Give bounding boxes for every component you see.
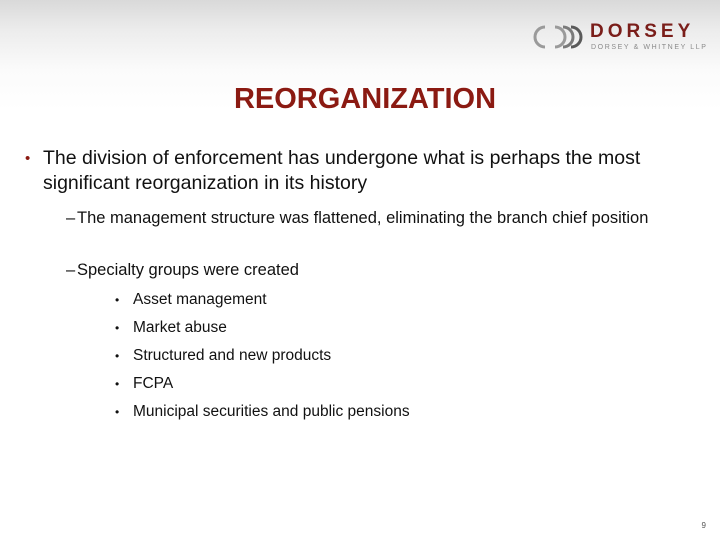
group-item-text: Market abuse — [133, 319, 227, 336]
main-bullet-text: The division of enforcement has undergone what is perhaps the most significant reorganization in its history — [43, 147, 641, 194]
group-item — [115, 290, 267, 310]
sub-bullet — [66, 207, 677, 229]
bullet-dot-icon: • — [115, 405, 120, 419]
dorsey-arc-mark-icon — [533, 24, 585, 50]
bullet-dot-icon: • — [25, 150, 31, 167]
bullet-dot-icon: • — [115, 349, 120, 363]
slide-title: REORGANIZATION — [233, 83, 497, 115]
dorsey-logo — [533, 22, 713, 58]
logo-wordmark: DORSEY — [590, 21, 695, 42]
group-item — [115, 402, 410, 422]
main-bullet — [25, 146, 683, 196]
group-item — [115, 374, 174, 394]
sub-bullet-text: Specialty groups were created — [77, 261, 299, 279]
group-item-text: Municipal securities and public pensions — [133, 403, 410, 420]
group-item-text: Structured and new products — [133, 347, 332, 364]
page-number: 9 — [701, 521, 706, 530]
dash-icon: – — [66, 209, 76, 227]
group-item — [115, 318, 227, 338]
dash-icon: – — [66, 261, 76, 279]
bullet-dot-icon: • — [115, 377, 120, 391]
sub-bullet — [66, 259, 677, 281]
bullet-dot-icon: • — [115, 293, 120, 307]
logo-subtitle: DORSEY & WHITNEY LLP — [591, 44, 708, 51]
group-item — [115, 346, 332, 366]
sub-bullet-text: The management structure was flattened, eliminating the branch chief position — [77, 209, 649, 227]
group-item-text: FCPA — [133, 375, 174, 392]
bullet-dot-icon: • — [115, 321, 120, 335]
group-item-text: Asset management — [133, 291, 267, 308]
